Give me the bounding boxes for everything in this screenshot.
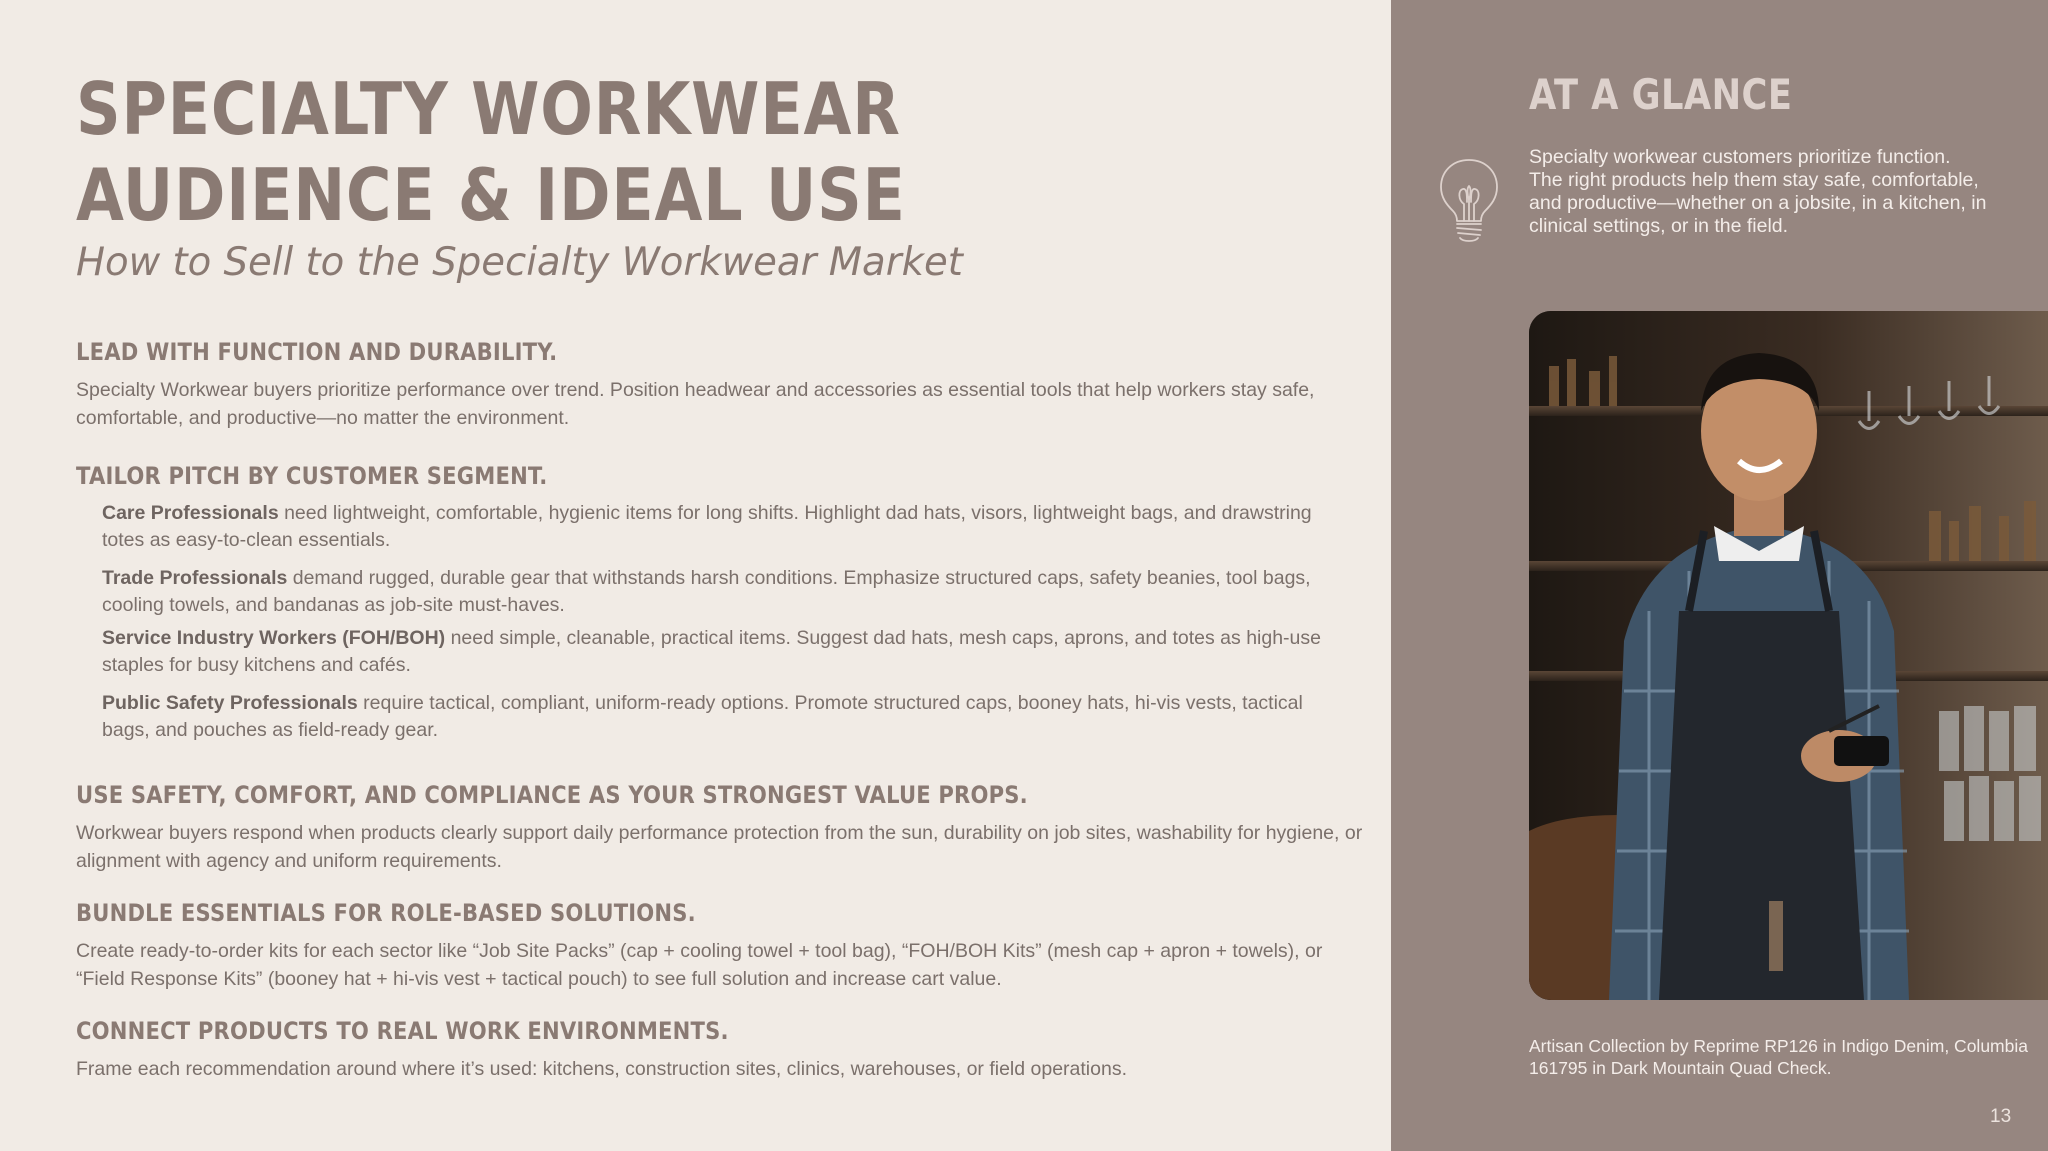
segment-text: need lightweight, comfortable, hygienic items for long shifts. Highlight dad hats, visors, lightweight bags, and drawstring totes as easy-to-clean essentials. (102, 502, 1312, 551)
segment-name: Public Safety Professionals (102, 692, 358, 714)
heading-lead: LEAD WITH FUNCTION AND DURABILITY. (76, 338, 558, 366)
heading-safety: USE SAFETY, COMFORT, AND COMPLIANCE AS YOUR STRONGEST VALUE PROPS. (76, 781, 1028, 809)
title-line-2: AUDIENCE & IDEAL USE (76, 153, 906, 237)
body-connect: Frame each recommendation around where it’s used: kitchens, construction sites, clinics, warehouses, or field operations. (76, 1058, 1127, 1080)
page-title (76, 66, 906, 238)
segment-name: Trade Professionals (102, 567, 288, 589)
body-safety: Workwear buyers respond when products clearly support daily performance protection from the sun, durability on job sites, washability for hygiene, or alignment with agency and uniform requirements. (76, 822, 1363, 872)
segment-care (102, 500, 1342, 554)
sidebar-title: AT A GLANCE (1529, 70, 1793, 119)
heading-bundle: BUNDLE ESSENTIALS FOR ROLE-BASED SOLUTIONS. (76, 899, 696, 927)
title-line-1: SPECIALTY WORKWEAR (76, 67, 901, 151)
page-number: 13 (1990, 1106, 2012, 1127)
segment-text: need simple, cleanable, practical items. Suggest dad hats, mesh caps, aprons, and totes as high-use staples for busy kitchens and cafés. (102, 627, 1321, 676)
heading-tailor: TAILOR PITCH BY CUSTOMER SEGMENT. (76, 462, 548, 490)
segment-public-safety (102, 690, 1342, 744)
bartender-illustration (1529, 311, 2048, 1000)
segment-service (102, 625, 1342, 679)
body-bundle: Create ready-to-order kits for each sector like “Job Site Packs” (cap + cooling towel + tool bag), “FOH/BOH Kits” (mesh cap + apron + towels), or “Field Response Kits” (booney hat + hi-vis vest + tactical pouch) to see full solution and increase cart value. (76, 940, 1323, 990)
segment-trade (102, 565, 1342, 619)
lightbulb-icon (1434, 156, 1504, 246)
segment-name: Care Professionals (102, 502, 279, 524)
sidebar-text: Specialty workwear customers prioritize function. The right products help them stay safe, comfortable, and productive—whether on a jobsite, in a kitchen, in clinical settings, or in the field. (1529, 146, 1987, 237)
body-lead: Specialty Workwear buyers prioritize performance over trend. Position headwear and accessories as essential tools that help workers stay safe, comfortable, and productive—no matter the environment. (76, 379, 1315, 429)
segment-text: demand rugged, durable gear that withstands harsh conditions. Emphasize structured caps, safety beanies, tool bags, cooling towels, and bandanas as job-site must-haves. (102, 567, 1311, 616)
worker-photo (1529, 311, 2048, 1000)
photo-caption: Artisan Collection by Reprime RP126 in Indigo Denim, Columbia 161795 in Dark Mountain Quad Check. (1529, 1036, 2028, 1078)
segment-text: require tactical, compliant, uniform-ready options. Promote structured caps, booney hats, hi-vis vests, tactical bags, and pouches as field-ready gear. (102, 692, 1303, 741)
page-subtitle: How to Sell to the Specialty Workwear Market (76, 240, 963, 285)
heading-connect: CONNECT PRODUCTS TO REAL WORK ENVIRONMENTS. (76, 1017, 729, 1045)
segment-name: Service Industry Workers (FOH/BOH) (102, 627, 446, 649)
